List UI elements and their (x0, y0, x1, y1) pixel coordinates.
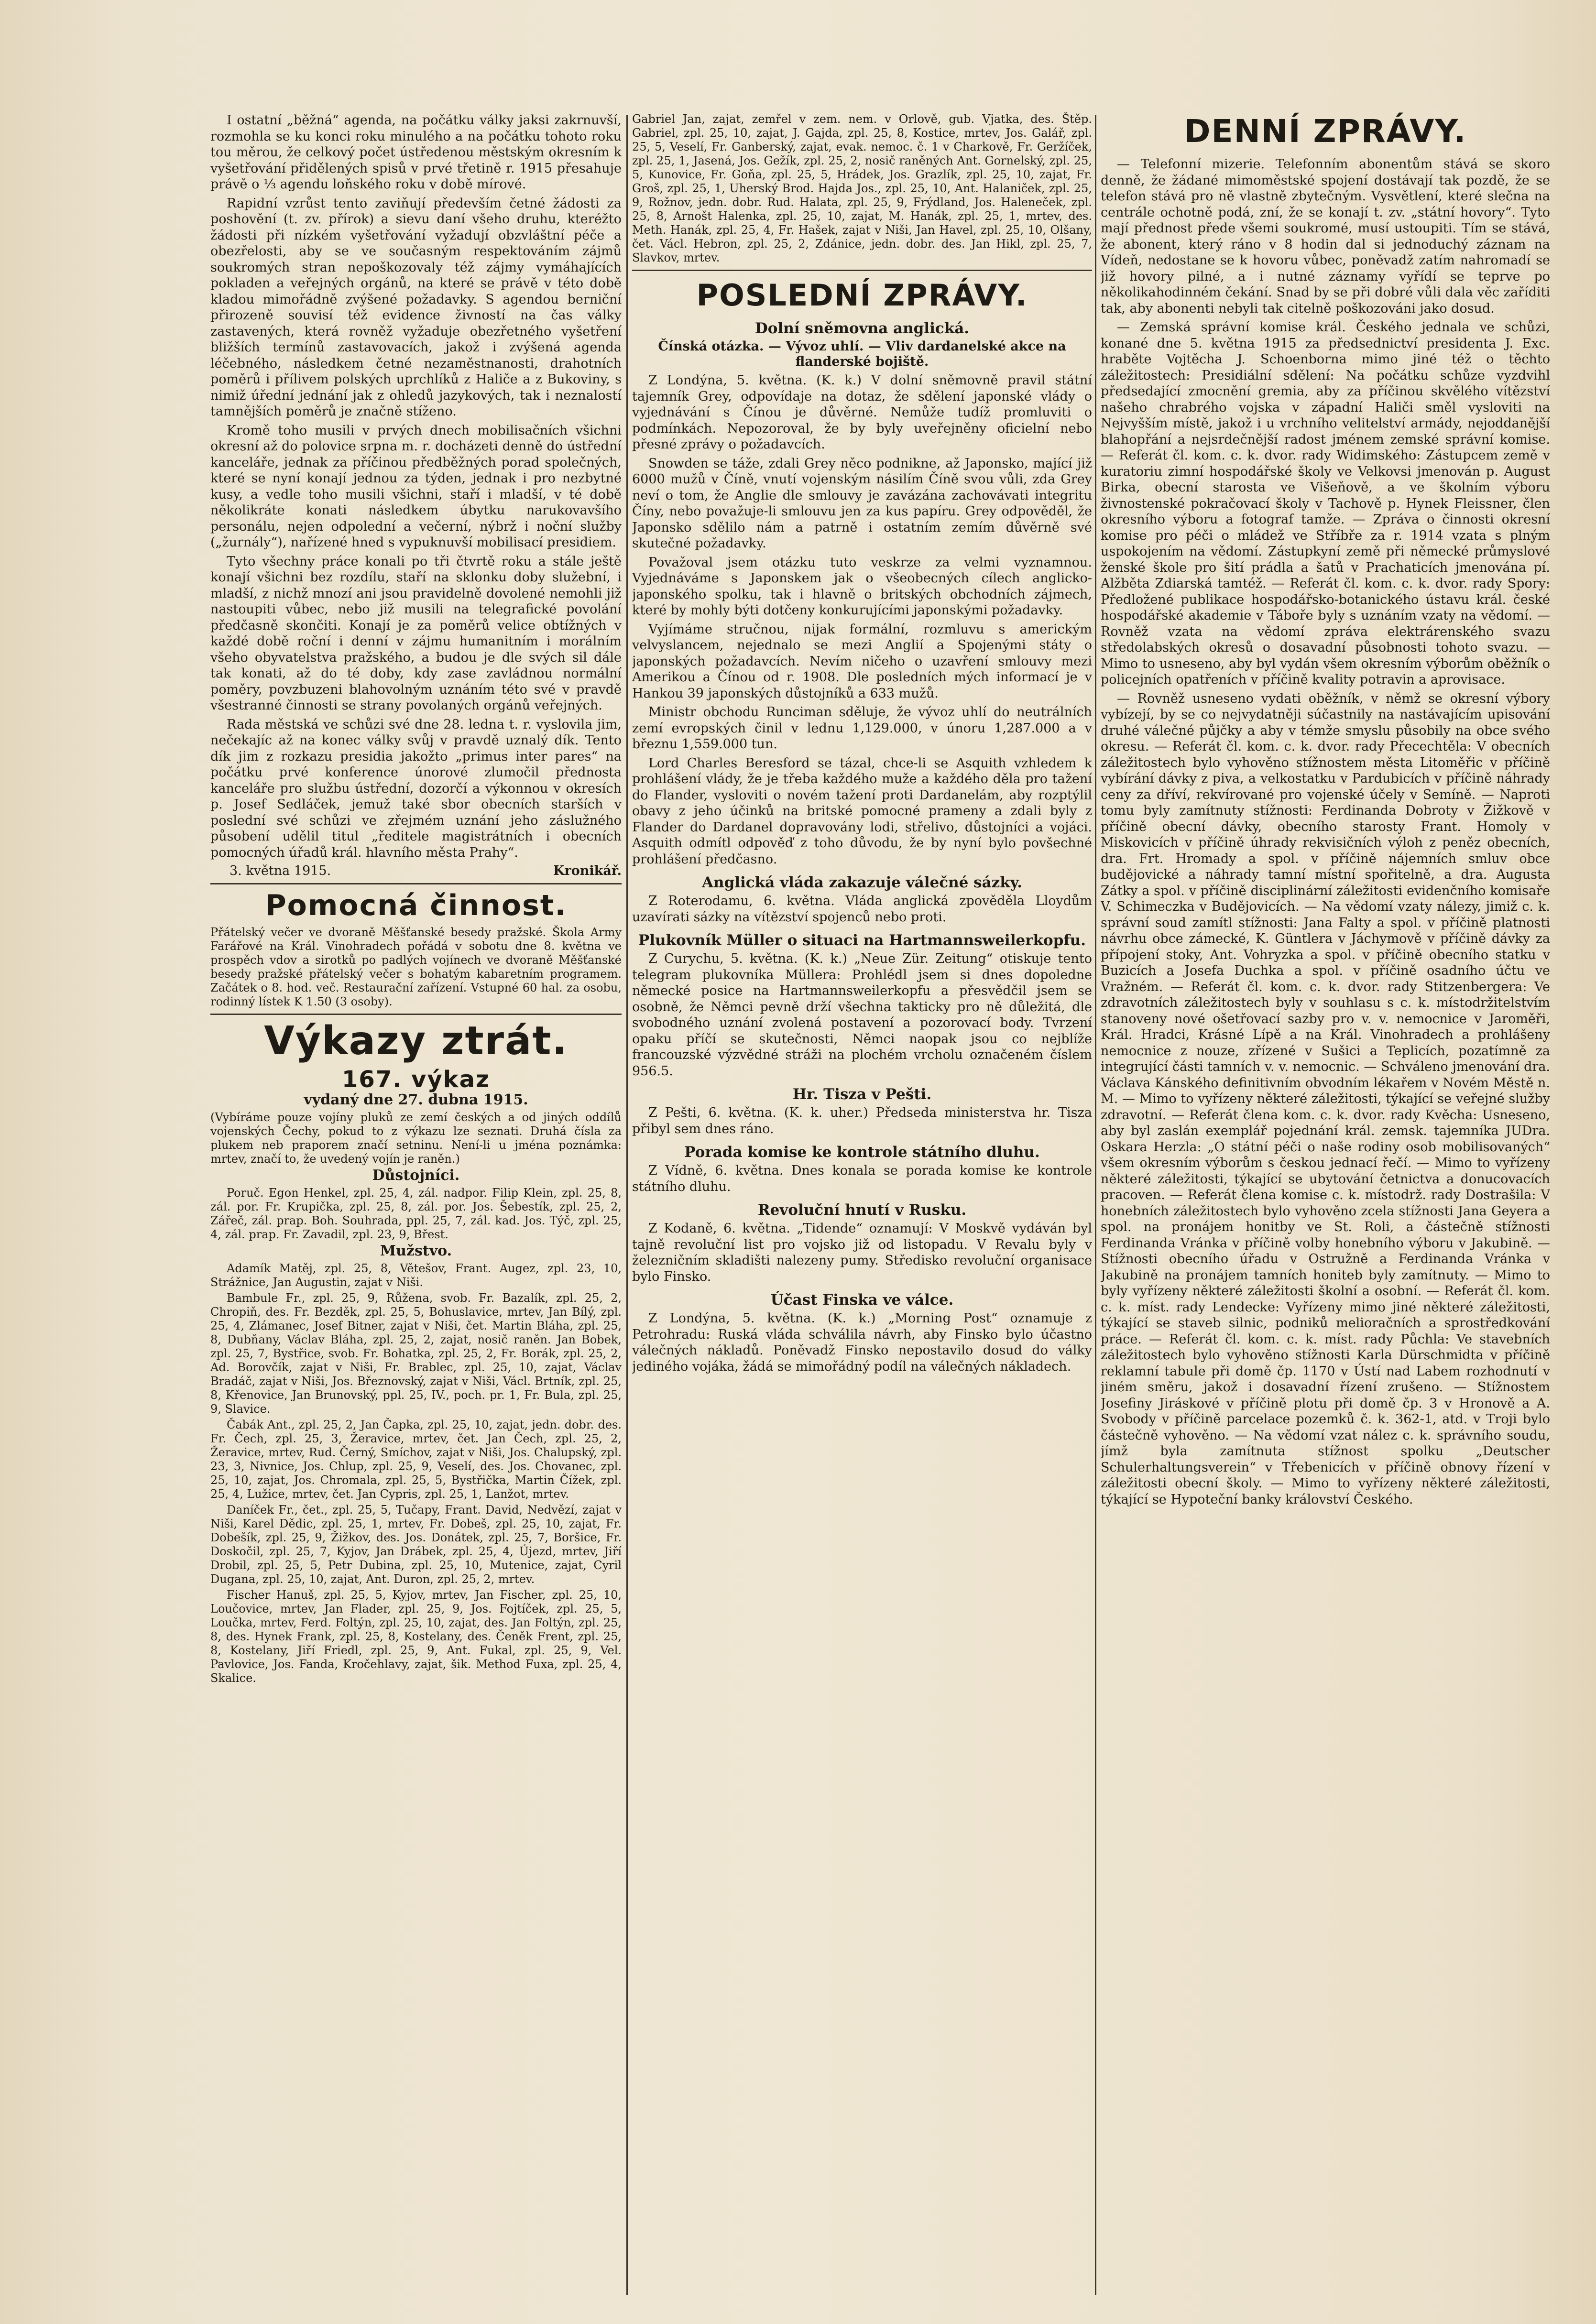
vykazy-note: (Vybíráme pouze vojíny pluků ze zemí českých a od jiných oddílů vojenských Čechy, pokud to z výkazu lze seznati. Druhá čísla za plukem neb praporem značí setninu. Není-li u jména poznámka: mrtev, značí to, že uvedený vojín je raněn.) (210, 1111, 622, 1166)
news-paragraph: Považoval jsem otázku tuto veskrze za velmi vyznamnou. Vyjednáváme s Japonskem jak o všeobecných cílech anglicko-japonského spolku, tak i hlavně o britských obchodních zájmech, které by mohly býti dotčeny konkurujícími japonskými požadavky. (632, 555, 1092, 618)
news-heading: Hr. Tisza v Pešti. (792, 1086, 932, 1103)
posledni-zpravy-title: POSLEDNÍ ZPRÁVY. (696, 278, 1028, 313)
daily-news-paragraph: — Telefonní mizerie. Telefonním abonentům stává se skoro denně, že žádané mimoměstské spojení dostávají tak pozdě, že se telefon stává pro ně vlastně zbytečným. Vysvětlení, které slečna na centrále ochotně podá, zní, že se konají t. zv. „státní hovory“. Tyto mají přednost přede všemi soukromé, musí ustoupiti. Tím se stává, že abonent, který ráno v 8 hodin dal si jednoduchý záznam na Vídeň, nedostane se k hovoru vůbec, poněvadž zatím nahromadí se již hovory pilné, a i nutné záznamy vyřídí se teprve po několikahodinném čekání. Snad by se při dobré vůli dala věc zaříditi tak, aby abonenti nebyli tak citelně poškozováni jako dosud. (1101, 157, 1550, 316)
denni-zpravy-title: DENNÍ ZPRÁVY. (1184, 113, 1467, 150)
column-2 (632, 112, 1092, 2307)
intro-signature-row (210, 863, 622, 878)
news-article (632, 1201, 1092, 1285)
news-paragraph: Snowden se táže, zdali Grey něco podnikne, až Japonsko, mající již 6000 mužů v Číně, vnutí vojenským násilím Číně svou vůli, zda Grey neví o tom, že Anglie dle smlouvy je zavázána zachovávati integritu Číny, nebo považuje-li smlouvu jen za kus papíru. Grey odpověděl, že Japonsko sdělilo nám a patrně i ostatním zemím důvěrně své skutečné požadavky. (632, 456, 1092, 551)
column-rule-left (626, 115, 628, 2295)
intro-paragraph: Rapidní vzrůst tento zaviňují především četné žádosti za poshovění (t. zv. přírok) a sievu daní všeho druhu, kteréžto žádosti při nízkém vyšetřování vyžadují obzvláštní péče a obezřelosti, aby se ve současným respektováním zájmů soukromých stran nepoškozovaly též zájmy vymáhajících pokladen a veřejných orgánů, na které se právě v této době kladou mimořádně zvýšené požadavky. S agendou berniční přirozeně souvisí též evidence živností na čas války zastavených, která rovněž vyžaduje obezřetného vyšetření bližších termínů zastavovacích, jakož i zvýšená agenda léčebného, následkem četné nezaměstnanosti, drahotních poměrů i přílivem polských uprchlíků z Haliče a z Bukoviny, s nimiž úřední jednání jak z ohledů jazykových, tak i neznalostí tamnějších poměrů je značně stíženo. (210, 196, 622, 419)
news-article (632, 1086, 1092, 1137)
news-paragraph: Z Londýna, 5. května. (K. k.) V dolní sněmovně pravil státní tajemník Grey, odpovídaje na dotaz, že sdělení japonské vlády o vyjednávání s Čínou je důvěrné. Nemůže tudíž promluviti o podmínkách. Nepozoroval, že by byly uveřejněny oficielní nebo přesné zprávy o požadavcích. (632, 373, 1092, 452)
news-paragraph: Z Pešti, 6. května. (K. k. uher.) Předseda ministerstva hr. Tisza přibyl sem dnes ráno. (632, 1105, 1092, 1136)
news-article (632, 1291, 1092, 1375)
news-paragraph: Lord Charles Beresford se tázal, chce-li se Asquith vzhledem k prohlášení vlády, že je třeba každého muže a každého děla pro tažení do Flander, vysloviti o novém tažení proti Dardanelám, aby rozptýlil obavy z jeho účinků na britské pomocné prameny a zdali byly z Flander do Dardanel dopravovány lodi, střelivo, důstojníci a vojáci. Asquith odmítl odpověď z toho důvodu, že by nyní bylo povšechné prohlášení předčasno. (632, 755, 1092, 867)
news-heading: Anglická vláda zakazuje válečné sázky. (701, 874, 1022, 891)
column-3 (1101, 112, 1550, 2307)
muzstvo-list: Fischer Hanuš, zpl. 25, 5, Kyjov, mrtev, Jan Fischer, zpl. 25, 10, Loučovice, mrtev, Jan Flader, zpl. 25, 9, Jos. Fojtíček, zpl. 25, 5, Loučka, mrtev, Ferd. Foltýn, zpl. 25, 10, zajat, des. Jan Foltýn, zpl. 25, 8, des. Hynek Frank, zpl. 25, 8, Kostelany, des. Čeněk Frent, zpl. 25, 8, Kostelany, Jiří Friedl, zpl. 25, 9, Ant. Fukal, zpl. 25, 9, Vel. Pavlovice, Jos. Fanda, Kročehlavy, zajat, šik. Method Fuxa, zpl. 25, 4, Skalice. (210, 1588, 622, 1685)
news-paragraph: Z Londýna, 5. května. (K. k.) „Morning Post“ oznamuje z Petrohradu: Ruská vláda schválila návrh, aby Finsko bylo účastno válečných nákladů. Poněvadž Finsko nepostavilo dosud do války jediného vojáka, žádá se mimořádný podíl na válečných nákladech. (632, 1311, 1092, 1374)
vykazy-number: 167. výkaz (342, 1066, 490, 1093)
intro-paragraph: Kromě toho musili v prvých dnech mobilisačních všichni okresní až do polovice srpna m. r. docházeti denně do ústřední kanceláře, jednak za příčinou předběžných porad společných, které se nyní konají jednou za týden, jednak i pro nezbytné kusy, a vedle toho musili všichni, staří i mladší, v té době několikráte konati následkem úbytku narukovavšího personálu, nejen odpolední a večerní, nýbrž i noční služby („žurnály“), nařízené hned s vypuknuvší mobilisací presidiem. (210, 423, 622, 550)
vykazy-date: vydaný dne 27. dubna 1915. (304, 1091, 528, 1108)
news-paragraph: Ministr obchodu Runciman sděluje, že vývoz uhlí do neutrálních zemí evropských činil v lednu 1,129.000, v únoru 1,287.000 a v březnu 1,559.000 tun. (632, 705, 1092, 752)
muzstvo-list: Bambule Fr., zpl. 25, 9, Růžena, svob. Fr. Bazalík, zpl. 25, 2, Chropiň, des. Fr. Bezděk, zpl. 25, 5, Bohuslavice, mrtev, Jan Bílý, zpl. 25, 4, Zlámanec, Josef Bitner, zajat v Niši, čet. Martin Bláha, zpl. 25, 8, Dubňany, Václav Bláha, zpl. 25, 2, zajat, nosič raněn. Jan Bobek, zpl. 25, 7, Bystřice, svob. Fr. Bohatka, zpl. 25, 2, Fr. Borák, zpl. 25, 2, Ad. Borovčík, zajat v Niši, Fr. Brablec, zpl. 25, 10, zajat, Václav Bradáč, zajat v Niši, Jos. Březnovský, zajat v Niši, Václ. Brtník, zpl. 25, 8, Křenovice, Jan Brunovský, ppl. 25, IV., poch. pr. 1, Fr. Bula, zpl. 25, 9, Slavice. (210, 1291, 622, 1416)
losses-list-continued: Gabriel Jan, zajat, zemřel v zem. nem. v Orlově, gub. Vjatka, des. Štěp. Gabriel, zpl. 25, 10, zajat, J. Gajda, zpl. 25, 8, Kostice, mrtev, Jos. Galář, zpl. 25, 5, Veselí, Fr. Ganberský, zajat, evak. nemoc. č. 1 v Charkově, Fr. Geržíček, zpl. 25, 1, Jasená, Jos. Gežík, zpl. 25, 2, nosič raněných Ant. Gornelský, zpl. 25, 5, Kunovice, Fr. Goňa, zpl. 25, 5, Hrádek, Jos. Grazlík, zpl. 25, 10, zajat, Fr. Groš, zpl. 25, 1, Uherský Brod. Hajda Jos., zpl. 25, 10, Ant. Halaniček, zpl. 25, 9, Rožnov, jedn. dobr. Rud. Halata, zpl. 25, 9, Frýdland, Jos. Haleneček, zpl. 25, 8, Arnošt Halenka, zpl. 25, 10, zajat, M. Hanák, zpl. 25, 1, mrtev, des. Meth. Hanák, zpl. 25, 4, Fr. Hašek, zajat v Niši, Jan Havel, zpl. 25, 10, Olšany, čet. Václ. Hebron, zpl. 25, 2, Zdánice, jedn. dobr. des. Jan Hikl, zpl. 25, 7, Slavkov, mrtev. (632, 112, 1092, 264)
daily-news-paragraph: — Zemská správní komise král. Českého jednala ve schůzi, konané dne 5. května 1915 za předsednictví presidenta J. Exc. hraběte Vojtěcha J. Schoenborna mimo jiné též o těchto záležitostech: Presidiální sdělení: Na počátku schůze vyzdvihl předsedající zmocnění gremia, aby za příčinou skvělého vítězství našeho chrabrého vojska v západní Haliči směl vysloviti na Nejvyšším místě, jakož i u vrchního velitelství armády, nejoddanější blahopřání a nejsrdečnější radost jménem zemské správní komise. — Referát čl. kom. c. k. dvor. rady Widimského: Zástupcem země v kuratoriu zimní hospodářské školy ve Velkovsi jmenován p. August Birka, obecní starosta ve Višeňově, a ve školním výboru živnostenské pokračovací školy v Tachově p. Hynek Fleissner, člen okresního výboru a fotograf tamže. — Zpráva o činnosti okresní komise pro péči o mládež ve Stříbře za r. 1914 vzata s plným uspokojením na vědomí. Zástupkyní země při německé průmyslové ženské škole pro šití prádla a šatů v Prachaticích jmenována pí. Alžběta Zdiarská tamtéž. — Referát čl. kom. c. k. dvor. rady Spory: Předložené publikace hospodářsko-botanického ústavu král. české hospodářské akademie v Táboře byly s uznáním vzaty na vědomí. — Rovněž vzata na vědomí zpráva elektrárenského svazu středolabských okresů o dosavadní působnosti tohoto svazu. — Mimo to usneseno, aby byl vydán všem okresním výborům oběžník o policejních opatřeních v příčině kvality potravin a aprovisace. (1101, 320, 1550, 687)
divider (210, 883, 622, 884)
column-1 (210, 112, 622, 2307)
dustojnici-list: Poruč. Egon Henkel, zpl. 25, 4, zál. nadpor. Filip Klein, zpl. 25, 8, zál. por. Fr. Krupička, zpl. 25, 8, zál. por. Jos. Šebestík, zpl. 25, 2, Zářeč, zál. prap. Boh. Souhrada, ppl. 25, 7, zál. kad. Jos. Týč, zpl. 25, 4, zál. prap. Fr. Zavadil, zpl. 23, 9, Břest. (210, 1186, 622, 1241)
divider (210, 1014, 622, 1015)
news-paragraph: Z Kodaně, 6. května. „Tidende“ oznamují: V Moskvě vydáván byl tajně revoluční list pro vojsko již od listopadu. V Revalu byly v železničním skladišti nalezeny pumy. Střediskо revoluční organisace bylo Finsko. (632, 1221, 1092, 1284)
news-heading: Dolní sněmovna anglická. (754, 320, 970, 337)
news-article (632, 320, 1092, 867)
news-heading: Účast Finska ve válce. (770, 1291, 954, 1309)
daily-news-paragraph: — Rovněž usneseno vydati oběžník, v němž se okresní výbory vybízejí, by se co nejvydatněji súčastnily na nastávajícím upisování druhé válečné půjčky a aby v témže smyslu působily na obce svého okresu. — Referát čl. kom. c. k. dvor. rady Přecechtěla: V obecních záležitostech bylo vyhověno stížnostem města Litoměřic v příčině vybírání dávky z piva, a velkostatku v Pardubicích v příčině náhrady ceny za dříví, rekvírované pro vojenské účely v Semíně. — Naproti tomu byly zamítnuty stížnosti: Ferdinanda Dobroty v Žižkově v příčině obecní dávky, obecního starosty Frant. Homoly v Miskovicích v příčině úhrady rekvisičních výloh z peněz obecních, drа. Frt. Hromady a spol. v příčině nájemních smluv obce budějovické a náhrady tamní místní spořitelně, a dra. Augusta Zátky a spol. v příčině disciplinární záležitosti evidenčního komisaře V. Schimeczka v Budějovicích. — Na vědomí vzaty nálezy, jimiž c. k. správní soud zamítl stížnosti: Jana Falty a spol. v příčině platnosti návrhu obce zámecké, K. Güntlera v Jáchymově v příčině dávky za přípojení stoky, Ant. Vohryzka a spol. v příčině obecního statku v Buzicích a Josefa Duchka a spol. v příčině osadního účtu ve Vražném. — Referát čl. kom. c. k. dvor. rady Stitzenbergera: Ve zdravotních záležitostech byly v souhlasu s c. k. místodržitelstvím stanoveny nové ošetřovací sazby pro v. v. nemocnice v Jaroměři, Král. Hradci, Krásné Lípě a na Král. Vinohradech a prohlášeny nemocnice z nouze, zřízené v Sušici a Teplicích, pozatímně za integrující části tamních v. v. nemocnic. — Schváleno jmenování dra. Václava Kánského definitivním obvodním lékařem v Novém Městě n. M. — Mimo to vyřízeny některé záležitosti, týkající se veřejné služby zdravotní. — Referát člena kom. c. k. dvor. rady Kvěcha: Usneseno, aby byl zaslán exemplář pojednání král. zemsk. tajemníka JUDra. Oskara Herzla: „O státní péči o naše rodiny osob mobilisovaných“ všem okresním výborům s českou jednací řečí. — Mimo to vyřízeny některé záležitosti, týkající se ubytování četnictva a donucovacích pracoven. — Referát člena komise c. k. místodrž. rady Dostrašila: V honebních záležitostech bylo vyhověno zcela stížnosti Jana Geyera a spol. na pronájem honitby ve St. Roli, a částečně stížnosti Ferdinanda Vránka v příčině volby honebního výboru v Jakubině. — Stížnosti obecního úřadu v Ostružně a Ferdinanda Vránka v Jakubině na pronájem tamních honiteb byly zamítnuty. — Mimo to byly vyřízeny některé záležitosti školní a osobní. — Referát čl. kom. c. k. míst. rady Lendecke: Vyřízeny mimo jiné některé záležitosti, týkající se staveb silnic, podniků melioračních a sprostředkování práce. — Referát čl. kom. c. k. míst. rady Půchla: Ve stavebních záležitostech bylo vyhověno stížnosti Karla Dürschmidta v příčině reklamní tabule při domě čp. 1170 v Ústí nad Labem rozhodnutí v jiném směru, jakož i dosavadní řízení zrušeno. — Stížnostem Josefiny Jiráskové v příčině plotu při domě čp. 3 v Hronově a A. Svobody v příčině parcelace pozemků č. k. 362-1, atd. v Troji bylo částečně vyhověno. — Na vědomí vzat nález c. k. správního soudu, jímž byla zamítnuta stížnost spolku „Deutscher Schulerhaltungsverein“ v Třebenicích v příčině obnovy řízení v záležitosti obecní školy. — Mimo to vyřízeny některé záležitosti, týkající se Hypoteční banky království Českého. (1101, 691, 1550, 1507)
news-article (632, 874, 1092, 925)
intro-paragraph: Rada městská ve schůzi své dne 28. ledna t. r. vyslovila jim, nečekajíc až na konec války svůj v pravdě uznalý dík. Tento dík jim z rozkazu presidia jakožto „primus inter pares“ na počátku prvé konference únorové zlumočil přednosta kanceláře pro službu ústřední, dozorčí a výkonnou v okresích p. Josef Sedláček, jemuž také sbor obecních starších v poslední své schůzi ve zřejmém uznání jeho záslužného působení udělil titul „ředitele magistrátních i obecních pomocných úřadů král. hlavního města Prahy“. (210, 717, 622, 860)
news-subheading: Čínská otázka. — Vývoz uhlí. — Vliv dardanelské akce na flanderské bojiště. (658, 339, 1066, 369)
muzstvo-heading: Mužstvo. (380, 1243, 452, 1259)
pomocna-text: Přátelský večer ve dvoraně Měšťanské besedy pražské. Škola Army Farářové na Král. Vinohradech pořádá v sobotu dne 8. května ve prospěch vdov a sirotků po padlých vojínech ve dvoraně Měšťanské besedy pražské přátelský večer s bohatým kabaretním programem. Začátek o 8. hod. več. Restaurační zařízení. Vstupné 60 hal. za osobu, rodinný lístek K 1.50 (3 osoby). (210, 926, 622, 1008)
muzstvo-list: Daníček Fr., čet., zpl. 25, 5, Tučapy, Frant. David, Nedvězí, zajat v Niši, Karel Dědic, zpl. 25, 1, mrtev, Fr. Dobeš, zpl. 25, 10, zajat, Fr. Dobešík, zpl. 25, 9, Žižkov, des. Jos. Donátek, zpl. 25, 7, Boršice, Fr. Doskočil, zpl. 25, 7, Kyjov, Jan Drábek, zpl. 25, 4, Újezd, mrtev, Jiří Drobil, zpl. 25, 5, Petr Dubina, zpl. 25, 10, Mutenice, zajat, Cyril Dugana, zpl. 25, 10, zajat, Ant. Duron, zpl. 25, 2, mrtev. (210, 1503, 622, 1586)
news-article (632, 932, 1092, 1079)
column-rule-right (1095, 115, 1096, 2295)
news-article (632, 1144, 1092, 1195)
news-heading: Revoluční hnutí v Rusku. (757, 1201, 967, 1219)
news-heading: Porada komise ke kontrole státního dluhu. (684, 1144, 1040, 1161)
news-paragraph: Z Roterodamu, 6. května. Vláda anglická zpověděla Lloydům uzavírati sázky na vítězství spojenců nebo proti. (632, 894, 1092, 925)
muzstvo-list: Adamík Matěj, zpl. 25, 8, Větešov, Frant. Augez, zpl. 23, 10, Strážnice, Jan Augustin, zajat v Niši. (210, 1262, 622, 1289)
vykazy-title: Výkazy ztrát. (264, 1018, 568, 1064)
divider (632, 270, 1092, 271)
pomocna-title: Pomocná činnost. (265, 889, 567, 922)
muzstvo-list: Čabák Ant., zpl. 25, 2, Jan Čapka, zpl. 25, 10, zajat, jedn. dobr. des. Fr. Čech, zpl. 25, 3, Žeravice, mrtev, čet. Jan Čech, zpl. 25, 2, Žeravice, mrtev, Rud. Černý, Smíchov, zajat v Niši, Jos. Chalupský, zpl. 23, 3, Nivnice, Jos. Chlup, zpl. 25, 9, Veselí, des. Jos. Chovanec, zpl. 25, 10, zajat, Jos. Chromala, zpl. 25, 5, Bystřička, Martin Čížek, zpl. 25, 4, Lužice, mrtev, čet. Jan Cypris, zpl. 25, 1, Lanžot, mrtev. (210, 1418, 622, 1501)
intro-article (210, 112, 622, 878)
news-paragraph: Z Vídně, 6. května. Dnes konala se porada komise ke kontrole státního dluhu. (632, 1163, 1092, 1194)
intro-signature: Kronikář. (553, 863, 622, 878)
news-heading: Plukovník Müller o situaci na Hartmannsweilerkopfu. (638, 932, 1086, 949)
dustojnici-heading: Důstojníci. (372, 1167, 460, 1184)
news-paragraph: Vyjímáme stručnou, nijak formální, rozmluvu s americkým velvyslancem, nejednalo se mezi Anglií a Spojenými státy o japonských požadavcích. Nevím ničeho o uzavření smlouvy mezi Amerikou a Čínou od r. 1908. Dle posledních mých informací je v Hankou 39 japonských důstojníků a 633 mužů. (632, 622, 1092, 701)
news-paragraph: Z Curychu, 5. května. (K. k.) „Neue Zür. Zeitung“ otiskuje tento telegram plukovníka Müllera: Prohlédl jsem si dnes dopoledne německé posice na Hartmannsweilerkopfu a přesvědčil jsem se osobně, že Němci pevně drží všechna takticky pro ně důležitá, dle svobodného uznání zvolená postavení a pozorovací body. Tvrzení opaku příčí se skutečnosti, Němci naopak jsou co nejblíže francouzské výzvědné stráži na plochém vrcholu označeném číslem 956.5. (632, 951, 1092, 1079)
intro-paragraph: Tyto všechny práce konali po tři čtvrtě roku a stále ještě konají všichni bez rozdílu, staří na sklonku doby služební, i mladší, z nichž mnozí ani jsou pravidelně dovolené nemohli již nastoupiti vůbec, nebo již musili na telegrafické povolání předčasně skončiti. Konají je za poměrů velice obtížných v každé době roční i denní v zájmu humanitním i morálním všeho obyvatelstva pražského, a budou je dle svých sil dále tak konati, až do té doby, kdy zase zavládnou normální poměry, povzbuzeni blahovolným uznáním této své v pravdě všestranné činnosti se strany povolaných orgánů veřejných. (210, 554, 622, 713)
intro-paragraph: I ostatní „běžná“ agenda, na počátku války jaksi zakrnuvší, rozmohla se ku konci roku minulého a na počátku tohoto roku tou měrou, že celkový počet ústředenou městským okresním k vyšetřování přidělených spisů v prvé třetině r. 1915 přesahuje právě o ⅓ agendu loňského roku v době mírové. (210, 113, 622, 192)
intro-date: 3. května 1915. (230, 863, 331, 878)
